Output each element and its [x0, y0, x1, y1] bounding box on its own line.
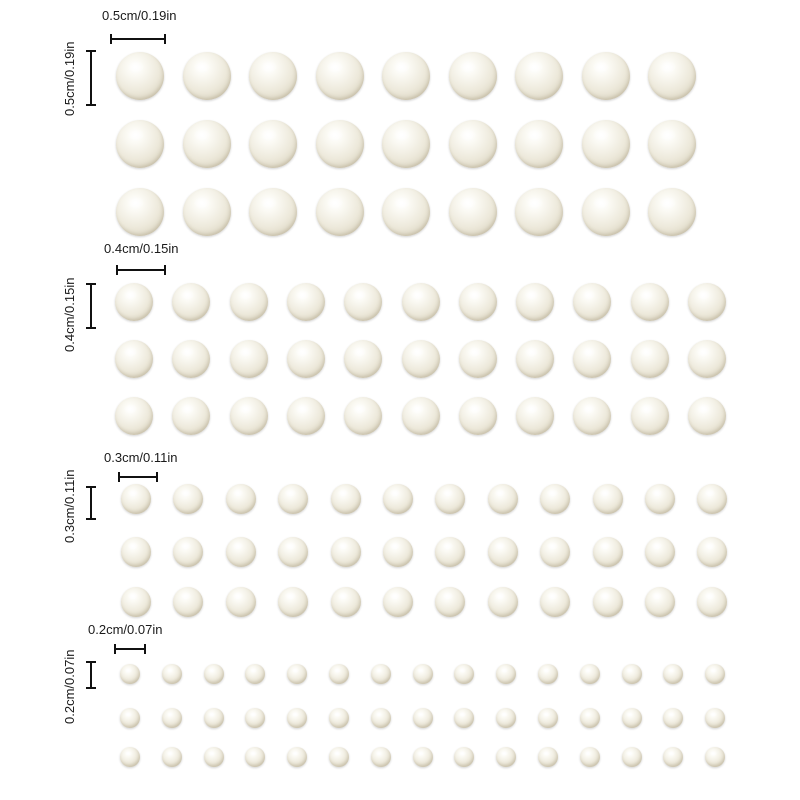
pearl	[622, 747, 642, 767]
pearl	[496, 747, 516, 767]
pearl	[705, 747, 725, 767]
pearl	[538, 708, 558, 728]
vertical-size-label: 0.4cm/0.15in	[62, 277, 77, 352]
vertical-size-label: 0.2cm/0.07in	[62, 649, 77, 724]
pearl	[622, 664, 642, 684]
pearl	[454, 664, 474, 684]
vertical-size-label: 0.3cm/0.11in	[62, 469, 77, 543]
pearl	[580, 664, 600, 684]
pearl	[204, 747, 224, 767]
pearl	[162, 664, 182, 684]
pearl	[204, 664, 224, 684]
pearl	[329, 664, 349, 684]
pearl	[413, 664, 433, 684]
pearl	[329, 747, 349, 767]
horizontal-size-label: 0.2cm/0.07in	[88, 622, 163, 637]
pearl	[496, 708, 516, 728]
pearl	[120, 708, 140, 728]
horizontal-size-label: 0.4cm/0.15in	[104, 241, 179, 256]
pearl	[371, 664, 391, 684]
pearl	[663, 708, 683, 728]
pearl	[705, 708, 725, 728]
pearl	[371, 747, 391, 767]
pearl	[204, 708, 224, 728]
pearl	[705, 664, 725, 684]
pearl	[580, 747, 600, 767]
pearl	[329, 708, 349, 728]
vertical-size-ruler	[90, 663, 92, 687]
pearl	[287, 708, 307, 728]
horizontal-size-label: 0.5cm/0.19in	[102, 8, 177, 23]
pearl	[538, 747, 558, 767]
pearl	[622, 708, 642, 728]
pearl	[245, 664, 265, 684]
pearl	[538, 664, 558, 684]
pearl	[287, 747, 307, 767]
pearl	[287, 664, 307, 684]
pearl	[580, 708, 600, 728]
pearl	[413, 747, 433, 767]
pearl	[663, 747, 683, 767]
pearl	[245, 747, 265, 767]
pearl	[120, 664, 140, 684]
pearl	[413, 708, 433, 728]
horizontal-size-label: 0.3cm/0.11in	[104, 450, 178, 465]
pearl	[162, 708, 182, 728]
pearl	[496, 664, 516, 684]
vertical-size-label: 0.5cm/0.19in	[62, 41, 77, 116]
pearl	[162, 747, 182, 767]
pearl	[245, 708, 265, 728]
horizontal-size-ruler	[116, 648, 144, 650]
pearl	[454, 747, 474, 767]
pearl	[120, 747, 140, 767]
pearl	[454, 708, 474, 728]
pearl	[371, 708, 391, 728]
pearl	[663, 664, 683, 684]
